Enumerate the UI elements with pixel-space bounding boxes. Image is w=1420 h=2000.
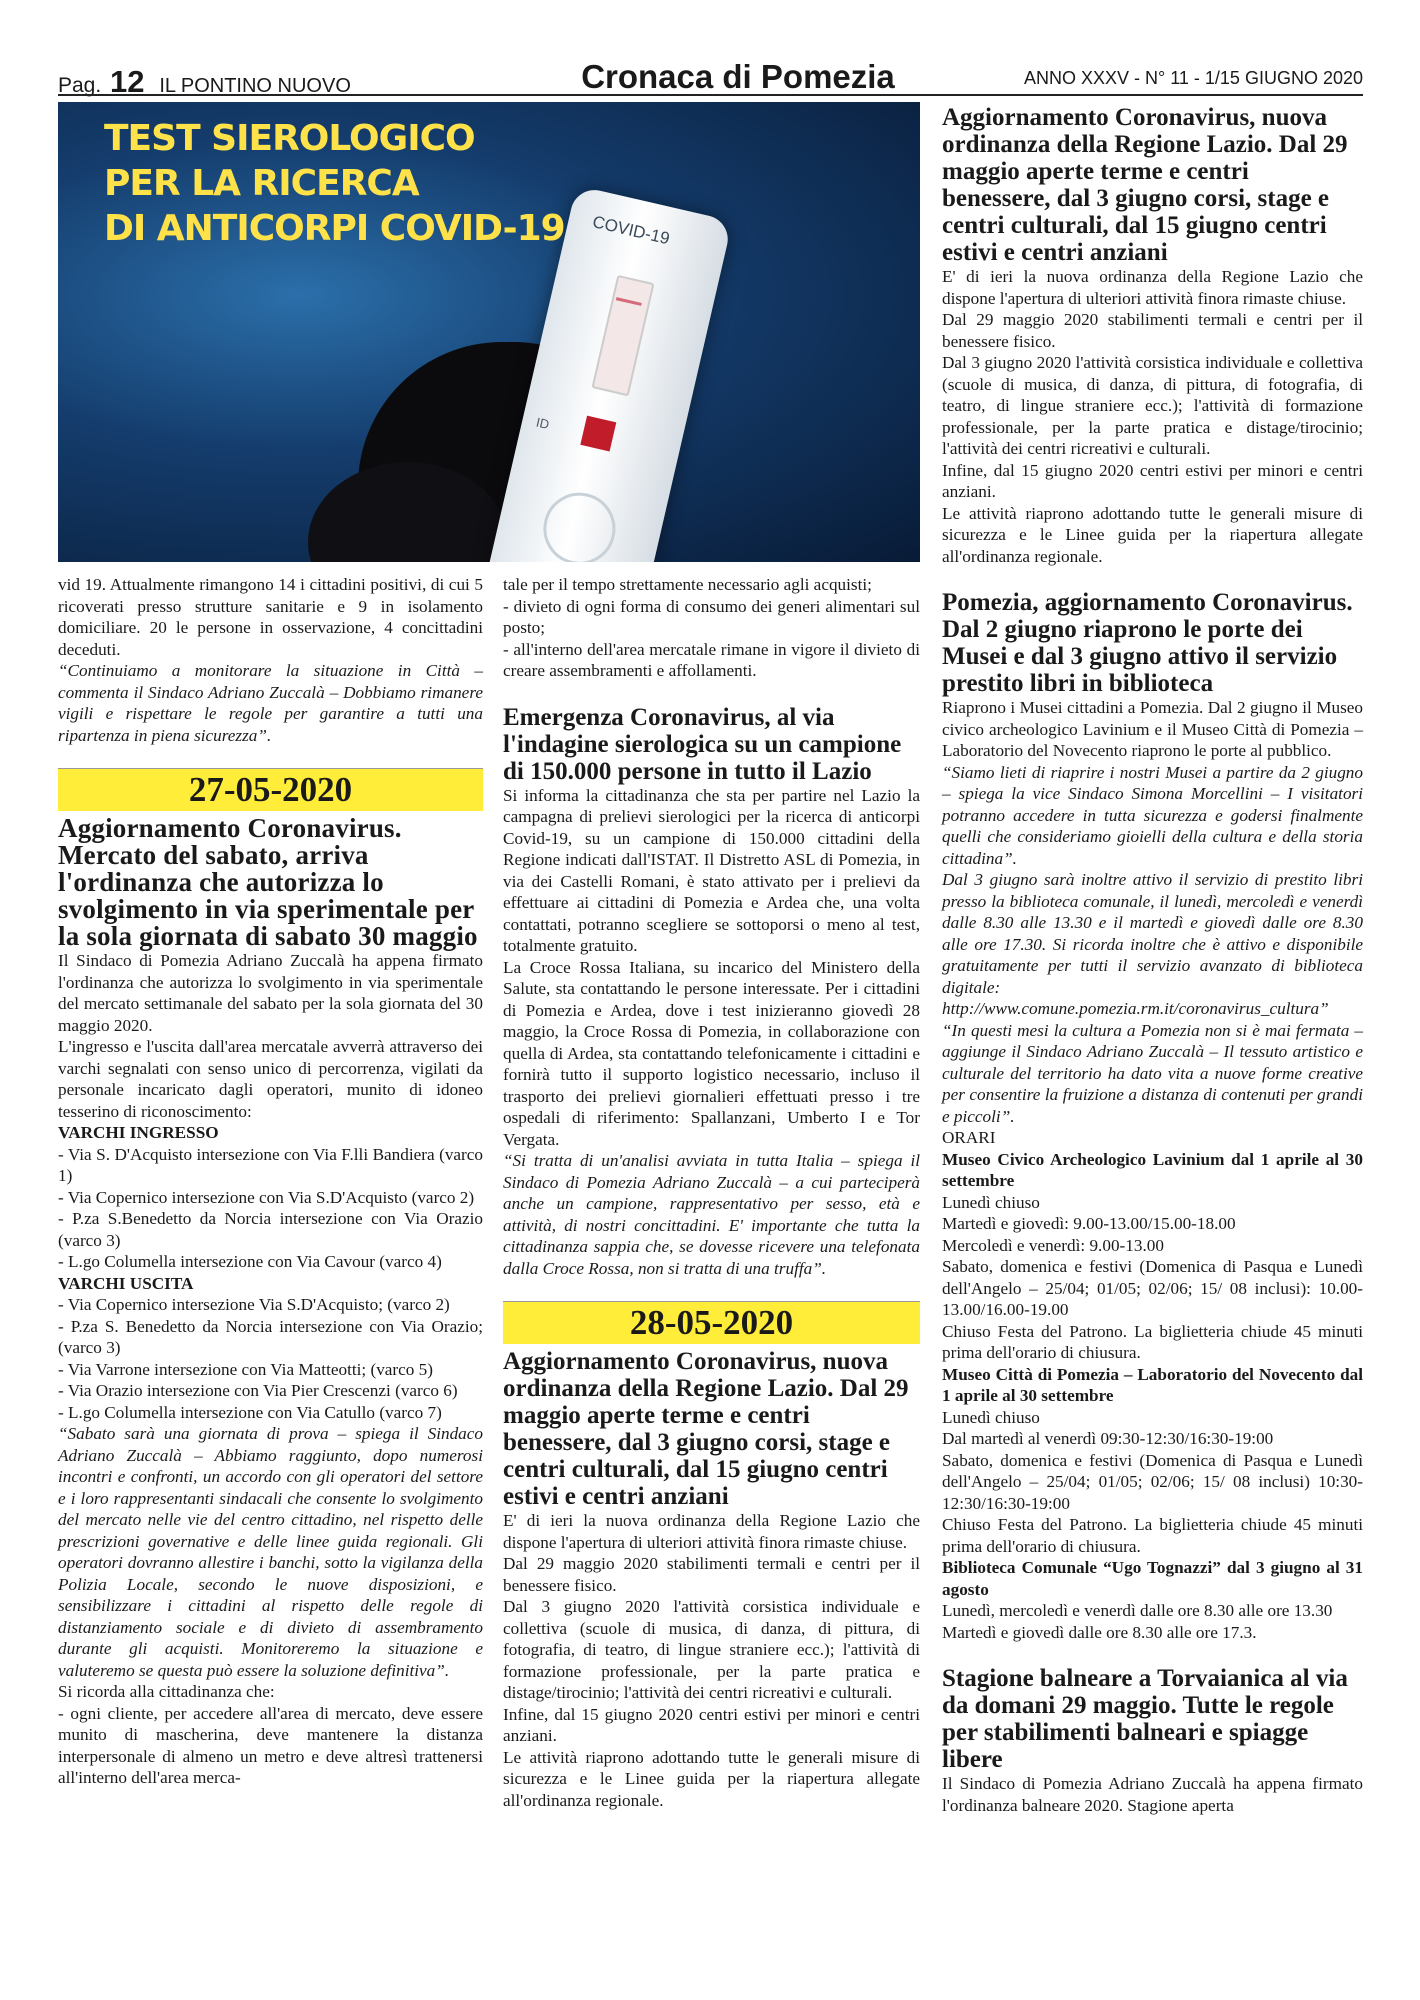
schedule-line: Sabato, domenica e festivi (Domenica di Pasqua e Lunedì dell'Angelo – 25/04; 01/05; 02/06; 15/ 08 inclusi) 10:30-12:30/16:30-19:00 (942, 1450, 1363, 1513)
schedule-line: Chiuso Festa del Patrono. La biglietteria chiude 45 minuti prima dell'orario di chiusura. (942, 1515, 1363, 1556)
page-number: 12 (110, 64, 145, 99)
article-paragraph: E' di ieri la nuova ordinanza della Regione Lazio che dispone l'apertura di ulteriori attività finora rimaste chiuse. (503, 1511, 920, 1552)
article-paragraph: E' di ieri la nuova ordinanza della Regione Lazio che dispone l'apertura di ulteriori attività finora rimaste chiuse. (942, 267, 1363, 308)
header-rule (58, 94, 1363, 96)
article-paragraph: Dal 29 maggio 2020 stabilimenti termali e centri per il benessere fisico. (942, 310, 1363, 351)
list-item: - Via Varrone intersezione con Via Matteotti; (varco 5) (58, 1359, 433, 1379)
continued-text: - all'interno dell'area mercatale rimane in vigore il divieto di creare assembramenti e affollamenti. (503, 639, 920, 680)
schedule-line: Chiuso Festa del Patrono. La biglietteria chiude 45 minuti prima dell'orario di chiusura. (942, 1321, 1363, 1362)
list-heading: VARCHI USCITA (58, 1273, 194, 1293)
article-paragraph: Il Sindaco di Pomezia Adriano Zuccalà ha appena firmato l'ordinanza balneare 2020. Stagione aperta (942, 1774, 1363, 1815)
continued-text: - divieto di ogni forma di consumo dei generi alimentari sul posto; (503, 596, 920, 637)
article-title: Emergenza Coronavirus, al via l'indagine sierologica su un campione di 150.000 persone in tutto il Lazio (503, 703, 902, 785)
photo-headline (104, 116, 565, 251)
photo-headline-line: DI ANTICORPI COVID-19 (104, 208, 565, 249)
column-3 (942, 104, 1363, 1816)
schedule-line: Lunedì chiuso (942, 1192, 1040, 1212)
article-paragraph: Le attività riaprono adottando tutte le generali misure di sicurezza e le Linee guida per la riapertura allegate all'ordinanza regionale. (942, 503, 1363, 566)
schedule-line: Martedì e giovedì: 9.00-13.00/15.00-18.00 (942, 1214, 1236, 1233)
mayor-quote: “In questi mesi la cultura a Pomezia non si è mai fermata – aggiunge il Sindaco Adriano Zuccalà – Il tessuto artistico e culturale del territorio ha dato vita a nuove forme creative per consentire la fruizione a distanza di contenuti per grandi e piccoli”. (942, 1020, 1363, 1126)
date-banner: 27-05-2020 (58, 768, 483, 811)
article-paragraph: La Croce Rossa Italiana, su incarico del Ministero della Salute, sta contattando le persone interessate. Per i cittadini di Pomezia e Ardea, dove i test inizieranno giovedì 28 maggio, la Croce Rossa di Pomezia, in collaborazione con quella di Ardea, sta contattando telefonicamente i cittadini e fornirà tutto il supporto logistico necessario, incluso il trasporto dei prelievi giornalieri effettuati presso i tre ospedali di riferimento: Spallanzani, Umberto I e Tor Vergata. (503, 957, 920, 1149)
continued-text: tale per il tempo strettamente necessario agli acquisti; (503, 575, 872, 594)
vice-mayor-quote: “Siamo lieti di riaprire i nostri Musei a partire da 2 giugno – spiega la vice Sindaco Simona Morcellini – I visitatori potranno accedere in tutta sicurezza e godersi finalmente quelli che consideriamo gioielli della cultura e della storia cittadina”. (942, 762, 1363, 868)
cassette-id: ID (534, 414, 551, 433)
orari-heading: ORARI (942, 1128, 996, 1147)
column-1 (58, 574, 483, 1789)
schedule-line: Mercoledì e venerdì: 9.00-13.00 (942, 1235, 1164, 1255)
list-item: - Via Copernico intersezione Via S.D'Acquisto; (varco 2) (58, 1295, 450, 1314)
schedule-title: Museo Città di Pomezia – Laboratorio del Novecento dal 1 aprile al 30 settembre (942, 1364, 1363, 1405)
list-item: - ogni cliente, per accedere all'area di mercato, deve essere munito di mascherina, deve mantenere la distanza interpersonale di almeno un metro e deve altresì trattenersi all'interno dell'area merca- (58, 1703, 483, 1787)
continued-text: vid 19. Attualmente rimangono 14 i cittadini positivi, di cui 5 ricoverati presso strutture sanitarie e 9 in isolamento domiciliare. 20 le persone in osservazione, 4 concittadini deceduti. (58, 575, 483, 659)
column-2 (503, 574, 920, 1811)
schedule-line: Lunedì, mercoledì e venerdì dalle ore 8.30 alle ore 13.30 (942, 1601, 1333, 1620)
list-item: - P.za S.Benedetto da Norcia intersezione con Via Orazio (varco 3) (58, 1209, 483, 1250)
covid-test-photo (58, 102, 920, 562)
article-title: Pomezia, aggiornamento Coronavirus. Dal 2 giugno riaprono le porte dei Musei e dal 3 giugno attivo il servizio prestito libri in biblioteca (942, 589, 1353, 697)
schedule-line: Lunedì chiuso (942, 1407, 1040, 1427)
list-item: - Via Copernico intersezione con Via S.D'Acquisto (varco 2) (58, 1187, 475, 1207)
article-title: Aggiornamento Coronavirus. Mercato del sabato, arriva l'ordinanza che autorizza lo svolgimento in via sperimentale per la sola giornata di sabato 30 maggio (58, 813, 478, 951)
list-heading: VARCHI INGRESSO (58, 1123, 219, 1142)
schedule-title: Museo Civico Archeologico Lavinium dal 1 aprile al 30 settembre (942, 1149, 1363, 1190)
article-paragraph: Il Sindaco di Pomezia Adriano Zuccalà ha appena firmato l'ordinanza che autorizza lo svolgimento in via sperimentale del mercato settimanale del sabato per la sola giornata del 30 maggio 2020. (58, 951, 483, 1035)
date-banner: 28-05-2020 (503, 1301, 920, 1344)
schedule-line: Martedì e giovedì dalle ore 8.30 alle ore 17.3. (942, 1622, 1257, 1642)
article-paragraph: Si ricorda alla cittadinanza che: (58, 1682, 275, 1701)
photo-headline-line: PER LA RICERCA (104, 163, 419, 204)
article-paragraph: Si informa la cittadinanza che sta per partire nel Lazio la campagna di prelievi sierologici per la ricerca di anticorpi Covid-19, su un campione di 150.000 cittadini della Regione indicati dall'ISTAT. Il Distretto ASL di Pomezia, in via dei Castelli Romani, è stato attivato per i prelievi da effettuare ai cittadini di Pomezia e Ardea che, una volta contattati, potranno scegliere se sottoporsi o meno al test, totalmente gratuito. (503, 785, 920, 955)
article-title: Stagione balneare a Torvaianica al via da domani 29 maggio. Tutte le regole per stabilimenti balneari e spiagge libere (942, 1665, 1348, 1773)
schedule-title: Biblioteca Comunale “Ugo Tognazzi” dal 3 giugno al 31 agosto (942, 1558, 1363, 1599)
article-paragraph: Dal 3 giugno 2020 l'attività corsistica individuale e collettiva (scuole di musica, di danza, di pittura, di fotografia, di teatro, di lingue straniere ecc.); l'attività di formazione professionale, per la parte pratica e distage/tirocinio; l'attività dei centri ricreativi e culturali. (942, 353, 1363, 458)
cassette-label: COVID-19 (590, 212, 672, 249)
paper-name: IL PONTINO NUOVO (159, 75, 351, 97)
list-item: - Via Orazio intersezione con Via Pier Crescenzi (varco 6) (58, 1381, 458, 1400)
list-item: - L.go Columella intersezione con Via Cavour (varco 4) (58, 1252, 442, 1271)
article-paragraph: Le attività riaprono adottando tutte le generali misure di sicurezza e le Linee guida per la riapertura allegate all'ordinanza regionale. (503, 1747, 920, 1810)
page-header (58, 58, 1363, 99)
pag-label: Pag. (58, 74, 102, 97)
list-item: - P.za S. Benedetto da Norcia intersezione con Via Orazio; (varco 3) (58, 1316, 483, 1357)
schedule-line: Sabato, domenica e festivi (Domenica di Pasqua e Lunedì dell'Angelo – 25/04; 01/05; 02/06; 15/ 08 inclusi): 10.00-13.00/16.00-19.00 (942, 1257, 1363, 1319)
photo-headline-line: TEST SIEROLOGICO (104, 118, 475, 159)
mayor-quote: “Sabato sarà una giornata di prova – spiega il Sindaco Adriano Zuccalà – Abbiamo raggiunto, dopo numerosi incontri e confronti, un accordo con gli operatori del settore e i loro rappresentanti sindacali che consente lo svolgimento del mercato nelle vie del centro cittadino, nel rispetto delle prescrizioni governative e delle linee guida regionali. Gli operatori dovranno allestire i banchi, sotto la vigilanza della Polizia Locale, secondo le nuove disposizioni, e sensibilizzare i cittadini al rispetto delle regole di distanziamento sociale e di divieto di assembramento durante gli acquisti. Monitoreremo la situazione e valuteremo se questa può essere la soluzione definitiva”. (58, 1424, 483, 1680)
issue-info: ANNO XXXV - N° 11 - 1/15 GIUGNO 2020 (1024, 68, 1363, 88)
cassette-window (591, 275, 654, 397)
cassette-well (580, 416, 616, 452)
article-paragraph: Riaprono i Musei cittadini a Pomezia. Dal 2 giugno il Museo civico archeologico Lavinium e il Museo Città di Pomezia – Laboratorio del Novecento riaprono le porte al pubblico. (942, 698, 1363, 760)
schedule-line: Dal martedì al venerdì 09:30-12:30/16:30-19:00 (942, 1429, 1274, 1448)
article-paragraph: Dal 29 maggio 2020 stabilimenti termali e centri per il benessere fisico. (503, 1554, 920, 1595)
list-item: - Via S. D'Acquisto intersezione con Via F.lli Bandiera (varco 1) (58, 1144, 483, 1185)
article-title: Aggiornamento Coronavirus, nuova ordinanza della Regione Lazio. Dal 29 maggio aperte terme e centri benessere, dal 3 giugno corsi, stage e centri culturali, dal 15 giugno centri estivi e centri anziani (942, 104, 1348, 266)
article-paragraph: Infine, dal 15 giugno 2020 centri estivi per minori e centri anziani. (942, 460, 1363, 501)
article-paragraph: Dal 3 giugno 2020 l'attività corsistica individuale e collettiva (scuole di musica, di danza, di pittura, di fotografia, di teatro, di lingue straniere ecc.); l'attività di formazione professionale, per la parte pratica e distage/tirocinio; l'attività dei centri ricreativi e culturali. (503, 1597, 920, 1702)
mayor-quote: “Si tratta di un'analisi avviata in tutta Italia – spiega il Sindaco di Pomezia Adriano Zuccalà – a cui parteciperà anche un campione, rappresentativo per sesso, età e attività, di nostri concittadini. E' importante che tutta la cittadinanza sappia che, se dovesse ricevere una telefonata dalla Croce Rossa, non si tratta di una truffa”. (503, 1151, 920, 1278)
library-info: Dal 3 giugno sarà inoltre attivo il servizio di prestito libri presso la biblioteca comunale, il lunedì, mercoledì e venerdì dalle 8.30 alle 13.30 e il martedì e giovedì dalle ore 8.30 alle ore 17.30. Si ricorda inoltre che è attivo e disponibile gratuitamente per tutti il servizio avanzato di biblioteca digitale: http://www.comune.pomezia.rm.it/coronavirus_cultura” (942, 870, 1363, 1018)
article-paragraph: L'ingresso e l'uscita dall'area mercatale avverrà attraverso dei varchi segnalati con senso unico di percorrenza, vigilati da personale incaricato dagli operatori, munito di idoneo tesserino di riconoscimento: (58, 1037, 483, 1121)
sample-port (536, 486, 622, 562)
continued-quote: “Continuiamo a monitorare la situazione in Città – commenta il Sindaco Adriano Zuccalà – Dobbiamo rimanere vigili e rispettare le regole per garantire a tutti una ripartenza in piena sicurezza”. (58, 661, 483, 745)
article-title: Aggiornamento Coronavirus, nuova ordinanza della Regione Lazio. Dal 29 maggio aperte terme e centri benessere, dal 3 giugno corsi, stage e centri culturali, dal 15 giugno centri estivi e centri anziani (503, 1348, 909, 1510)
list-item: - L.go Columella intersezione con Via Catullo (varco 7) (58, 1402, 442, 1422)
article-paragraph: Infine, dal 15 giugno 2020 centri estivi per minori e centri anziani. (503, 1704, 920, 1745)
section-title: Cronaca di Pomezia (581, 58, 895, 95)
